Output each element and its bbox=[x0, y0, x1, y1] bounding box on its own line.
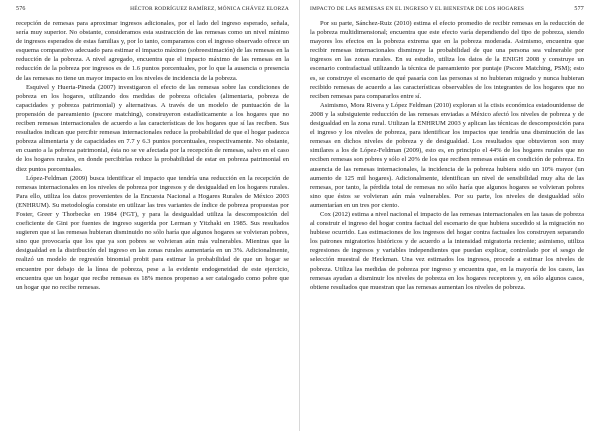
right-running-head bbox=[310, 6, 584, 15]
right-page-number: 577 bbox=[574, 6, 584, 12]
right-paragraph: Asimismo, Mora Rivera y López Feldman (2010) exploran si la ctisis económica estadounidense de 2008 y la subsiguiente reducción de las remesas enviadas a México afectó los niveles de pobreza y de desigualdad en la zona rural. Utilizan la ENHRUM 2003 y aplican las técnicas de descomposición para el ingreso y los niveles de pobreza, para identificar los impactos que tendría una disminución de las remesas en dichos niveles de pobreza y de desigualdad. Los resultados que obtuvieron son muy similares a los de López-Feldman (2009), esto es, en principio el 44% de los hogares rurales que no reciben remesas son pobres y sólo el 20% de los que reciben remesas están en condición de pobreza. En ausencia de las remesas internacionales, la incidencia de la pobreza hubiera sido un 10% mayor (un aumento de 125 mil hogares). Adicionalmente, identifican un nivel de sensibilidad muy alta de las remesas, por tanto, la pérdida total de remesas no sólo haría que algunos hogares se volvieran pobres sino que éstos se volvieran aún más vulnerables. Por su parte, los niveles de desigualdad sólo aumentarían en un tres por ciento. bbox=[310, 101, 584, 209]
left-running-head bbox=[16, 6, 289, 15]
right-paragraph: Cox (2012) estima a nivel nacional el impacto de las remesas internacionales en las tasas de pobreza al construir el ingreso del hogar contra factual del escenario de que hubiera sucedido si la migración no hubiese ocurrido. Las estimaciones de los ingresos del hogar contra factuales los construyen separando los patrones migratorios históricos y de acuerdo a la intensidad migratoria reciente; asimismo, utiliza regresiones de ingresos y variables independientes que puedan explicar, controlado por el sesgo de selección muestral de Heckman. Una vez estimados los ingresos, procede a estimar los niveles de pobreza. Utiliza las medidas de pobreza por ingreso y encuentra que, en la mayoría de los casos, las remesas ayudan a disminuir los niveles de pobreza en los hogares receptores y, en sólo algunos casos, obtiene resultados que muestran que las remesas aumentan los niveles de pobreza. bbox=[310, 210, 584, 291]
right-page bbox=[300, 0, 600, 431]
left-paragraph: López-Feldman (2009) busca identificar el impacto que tendría una reducción en la recepción de remesas internacionales en los niveles de pobreza por ingresos y de desigualdad en los hogares rurales. Para ello, utiliza los datos provenientes de la Encuesta Nacional a Hogares Rurales de México 2003 (ENHRUM). Su metodología consiste en utilizar las tres variantes de índice de pobreza propuestas por Foster, Greer y Thorbecke en 1984 (FGT), y para la desigualdad utiliza la descomposición del coeficiente de Gini por fuentes de ingreso sugerida por Lerman y Yitzhaki en 1985. Sus resultados sugieren que si las remesas hubieran disminuido no sólo haría que algunos hogares se volvieran pobres, sino que provocaría que los que ya son pobres se volvieran aún más vulnerables. Mientras que la desigualdad en la distribución del ingreso en las zonas rurales aumentaría en un 3%. Adicionalmente, realizó un modelo de regresión binomial probit para estimar la probabilidad de que un hogar se encuentre por debajo de la línea de pobreza, pese a la evidente endogeneidad de este ejercicio, encuentra que un hogar que recibe remesas es 18% menos propenso a ser catalogado como pobre que un hogar que no recibe remesas. bbox=[16, 174, 289, 291]
left-paragraph: Esquivel y Huerta-Pineda (2007) investigaron el efecto de las remesas sobre las condiciones de pobreza en los hogares, utilizando dos medidas de pobreza oficiales (alimentaria, pobreza de capacidades y pobreza patrimonial) y alternativas. A través de un modelo de puntuación de la propensión de pareamiento (pscore matching), construyeron estadísticamente a los hogares que no reciben remesas internacionales de acuerdo a las características de los hogares que sí las reciben. Sus resultados indican que percibir remesas internacionales reduce la probabilidad de que el hogar padezca pobreza alimentaria y de capacidades en 7.7 y 6.3 puntos porcentuales, respectivamente. No obstante, en cuanto a la pobreza patrimonial, ésta no se ve afectada por la recepción de remesas, salvo en el caso de los hogares rurales, en donde percibirlas reduce la probabilidad de estar en pobreza patrimonial en diez puntos porcentuales. bbox=[16, 83, 289, 173]
left-running-title: HÉCTOR RODRÍGUEZ RAMÍREZ, MÓNICA CHÁVEZ ELORZA bbox=[130, 6, 289, 12]
left-paragraph: recepción de remesas para aproximar ingresos adicionales, por el lado del ingreso esperado, señala, sería muy superior. No obstante, consideramos esta sustracción de las remesas como un nivel mínimo de ingresos esperados de estas familias y, por lo tanto, comparamos con el ingreso observado ofrece un esquema comparativo adecuado para estimar el impacto máximo (sobreestimación) de las remesas en la reducción de la pobreza. A nivel agregado, encuentra que el impacto máximo de las remesas en la reducción de la pobreza por ingresos es de 1.6 puntos porcentuales, por lo que la ausencia o presencia de las remesas no tiene un mayor impacto en los niveles de incidencia de la pobreza. bbox=[16, 20, 289, 82]
right-paragraph: Por su parte, Sánchez-Ruiz (2010) estima el efecto promedio de recibir remesas en la reducción de la pobreza multidimensional; encuentra que este efecto varía dependiendo del tipo de pobreza, siendo mayores los efectos en la pobreza extrema que en la pobreza moderada. Asimismo, encuentra que recibir remesas internacionales disminuye la probabilidad de que una persona sea vulnerable por ingresos en las zonas rurales. En su estudio, utiliza los datos de la ENIGH 2008 y construye un escenario contrafactual utilizando la técnica de pareamiento por puntaje (Pscore Matching, PSM); esto es, se construye el escenario de qué pasaría con las personas si no hubieran migrado y nunca hubieran recibido remesas de acuerdo a las características observables de los integrantes de los hogares que no reciben remesas para compararlos entre sí. bbox=[310, 20, 584, 100]
right-running-title: IMPACTO DE LAS REMESAS EN EL INGRESO Y EL BIENESTAR DE LOS HOGARES bbox=[310, 6, 525, 12]
right-body-text bbox=[310, 19, 584, 292]
left-body-text bbox=[16, 19, 289, 292]
left-page-number: 576 bbox=[16, 6, 26, 12]
